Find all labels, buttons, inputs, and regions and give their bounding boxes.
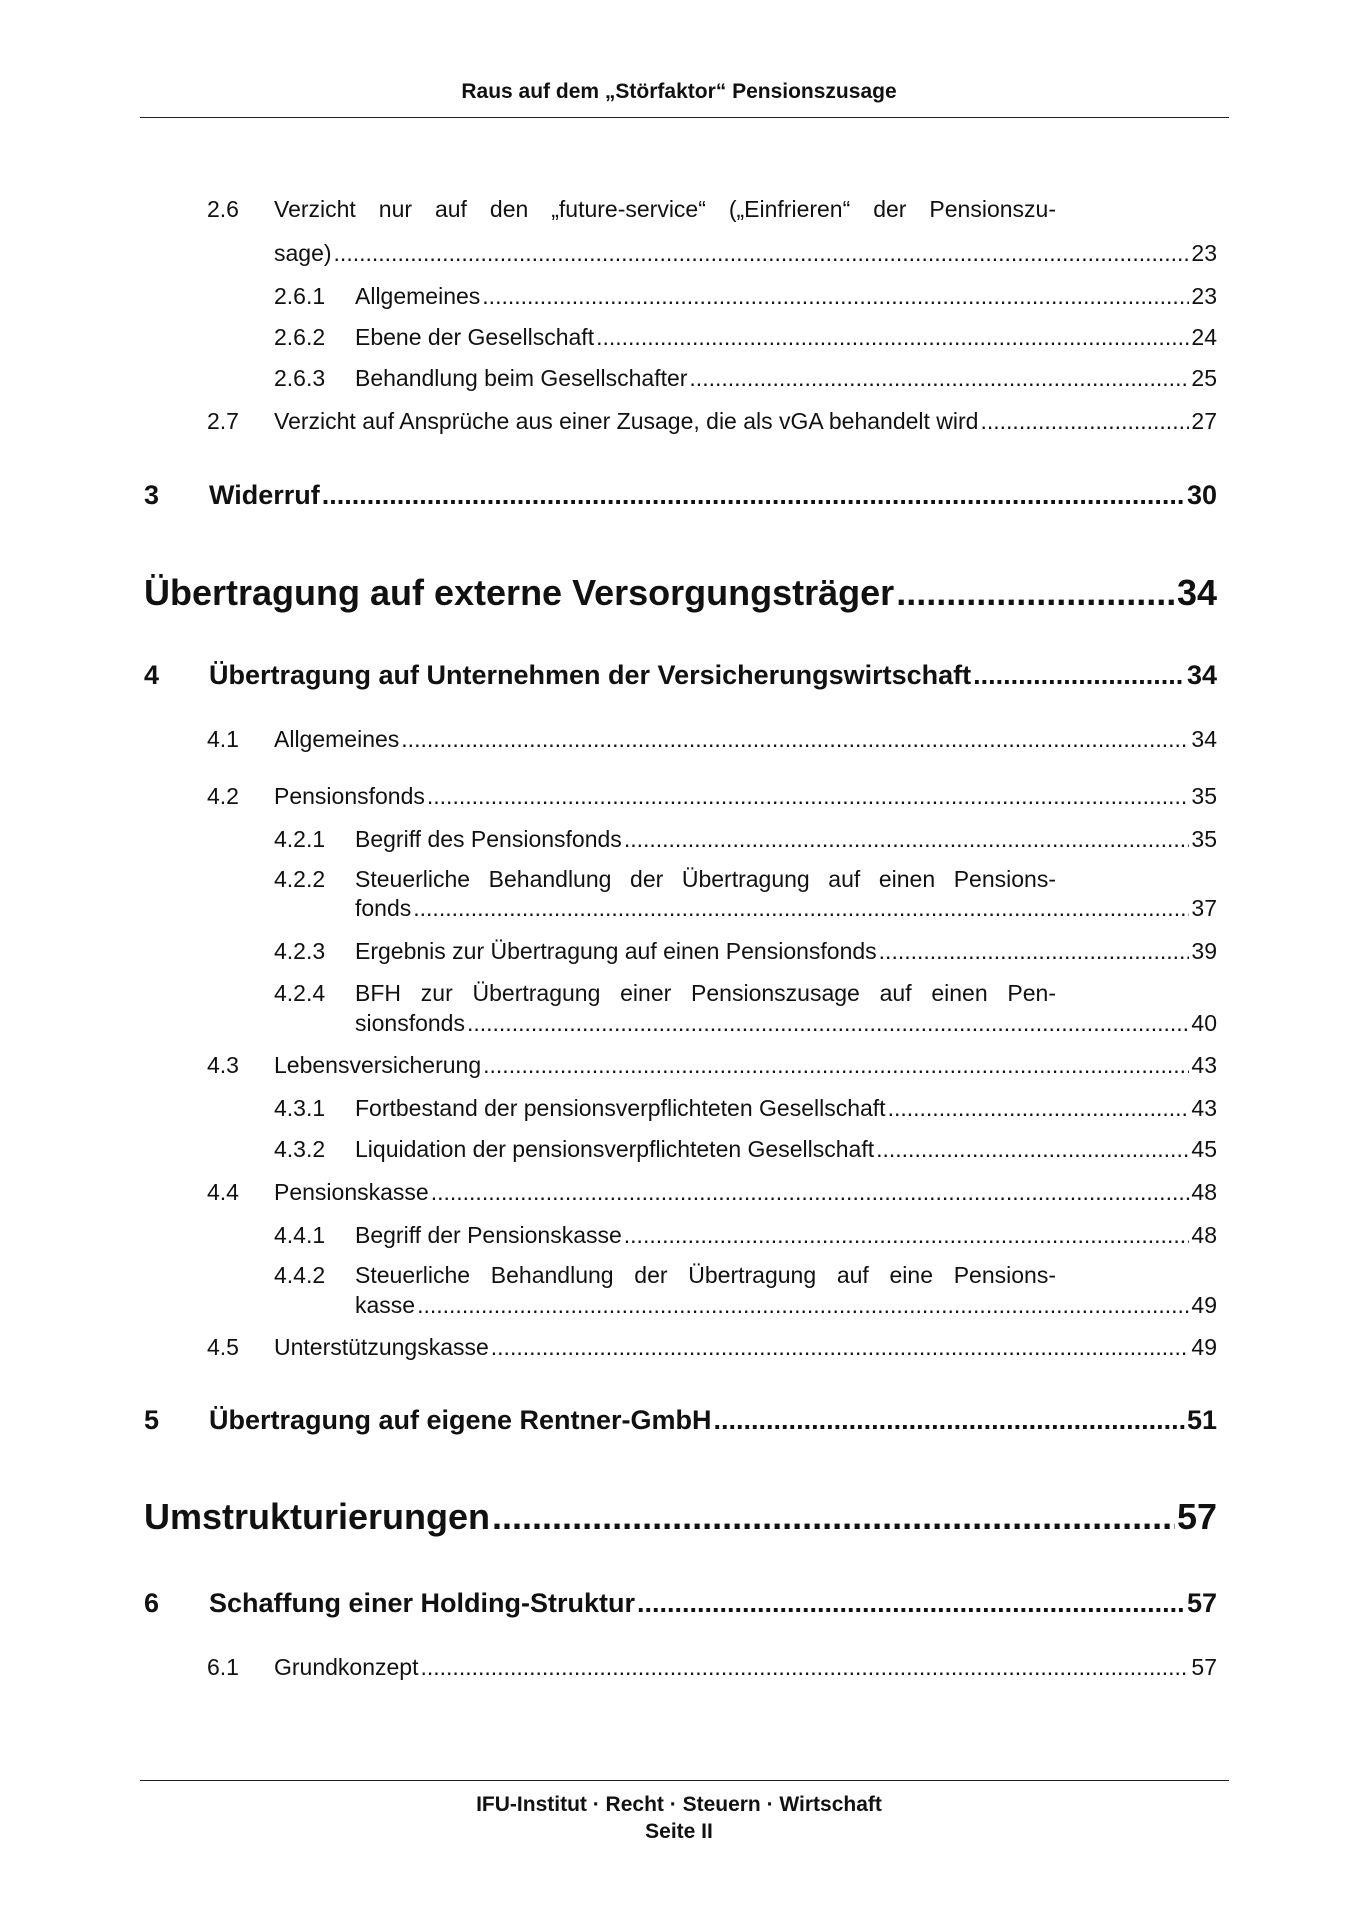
toc-entry-title: Widerruf <box>209 480 320 510</box>
toc-number: 4.2.1 <box>274 826 326 852</box>
footer-publisher: IFU-Institut · Recht · Steuern · Wirtschaft <box>476 1793 882 1816</box>
toc-page-number: 23 <box>1191 283 1217 309</box>
toc-chapter-entry[interactable] <box>144 660 1217 691</box>
toc-leader <box>973 660 1185 691</box>
toc-entry-title-line1: BFH zur Übertragung einer Pensionszusage auf einen Pen- <box>355 980 1056 1006</box>
toc-number: 4.2.2 <box>274 866 326 892</box>
toc-number: 4.3.1 <box>274 1095 326 1121</box>
toc-page-number: 43 <box>1191 1052 1217 1078</box>
toc-number: 2.6.1 <box>274 283 326 309</box>
toc-entry[interactable] <box>274 938 1217 965</box>
toc-leader <box>689 365 1189 392</box>
toc-entry[interactable] <box>355 1010 1217 1037</box>
toc-number: 6 <box>144 1588 160 1618</box>
toc-page-number: 23 <box>1191 240 1217 266</box>
toc-entry-title: sage) <box>274 240 332 266</box>
toc-entry-title: Behandlung beim Gesellschafter <box>355 365 688 391</box>
toc-page-number: 48 <box>1191 1179 1217 1205</box>
toc-number: 4.4.2 <box>274 1262 326 1288</box>
toc-number: 2.6 <box>207 196 239 222</box>
toc-entry-title: Pensionsfonds <box>274 783 425 809</box>
toc-entry[interactable] <box>274 365 1217 392</box>
toc-entry-title: Übertragung auf externe Versorgungsträger <box>144 572 895 613</box>
toc-entry[interactable] <box>207 1179 1217 1206</box>
toc-entry-title: kasse <box>355 1292 416 1318</box>
toc-entry[interactable] <box>274 826 1217 853</box>
toc-number: 4.2.3 <box>274 938 326 964</box>
toc-number: 2.7 <box>207 408 239 434</box>
footer-page-number: Seite II <box>645 1820 713 1843</box>
toc-entry-title: Liquidation der pensionsverpflichteten Gesellschaft <box>355 1136 875 1162</box>
toc-page-number: 30 <box>1186 480 1217 510</box>
toc-page-number: 24 <box>1191 324 1217 350</box>
toc-page-number: 34 <box>1191 726 1217 752</box>
toc-number: 3 <box>144 480 160 510</box>
toc-entry-title-line1: Steuerliche Behandlung der Übertragung auf eine Pensions- <box>355 1262 1056 1288</box>
toc-entry-title-line1: Verzicht nur auf den „future-service“ („Einfrieren“ der Pensionszu- <box>274 196 1056 222</box>
running-header-title: Raus auf dem „Störfaktor“ Pensionszusage <box>461 80 897 103</box>
toc-page-number: 57 <box>1191 1654 1217 1680</box>
toc-entry-title: Begriff des Pensionsfonds <box>355 826 622 852</box>
toc-leader <box>420 1654 1189 1681</box>
toc-entry[interactable] <box>274 1222 1217 1249</box>
toc-entry[interactable] <box>274 1095 1217 1122</box>
footer-rule <box>140 1780 1229 1781</box>
toc-entry-title: Übertragung auf Unternehmen der Versicherungswirtschaft <box>209 660 972 690</box>
toc-entry-title: fonds <box>355 895 412 921</box>
toc-number: 4.4.1 <box>274 1222 326 1248</box>
toc-leader <box>482 283 1189 310</box>
toc-entry-title-line1: Steuerliche Behandlung der Übertragung auf einen Pensions- <box>355 866 1056 892</box>
toc-leader <box>492 1496 1175 1538</box>
toc-page-number: 34 <box>1186 660 1217 690</box>
toc-entry[interactable] <box>207 1052 1217 1079</box>
toc-leader <box>876 1136 1189 1163</box>
toc-entry-title: Grundkonzept <box>274 1654 419 1680</box>
toc-page-number: 37 <box>1191 895 1217 921</box>
toc-entry-title: Schaffung einer Holding-Struktur <box>209 1588 636 1618</box>
toc-leader <box>980 408 1189 435</box>
toc-entry[interactable] <box>207 783 1217 810</box>
toc-page-number: 49 <box>1191 1292 1217 1318</box>
toc-number: 4 <box>144 660 160 690</box>
toc-entry[interactable] <box>355 1292 1217 1319</box>
toc-leader <box>714 1405 1185 1436</box>
toc-entry-title: Allgemeines <box>355 283 481 309</box>
toc-entry-title: Pensionskasse <box>274 1179 429 1205</box>
toc-number: 4.2.4 <box>274 980 326 1006</box>
toc-leader <box>401 726 1189 753</box>
toc-chapter-entry[interactable] <box>144 1588 1217 1619</box>
toc-entry[interactable] <box>207 408 1217 435</box>
toc-entry[interactable] <box>274 324 1217 351</box>
toc-leader <box>624 826 1190 853</box>
toc-entry[interactable] <box>355 895 1217 922</box>
toc-entry[interactable] <box>207 1334 1217 1361</box>
toc-leader <box>427 783 1190 810</box>
toc-leader <box>491 1334 1190 1361</box>
toc-number: 4.1 <box>207 726 239 752</box>
toc-leader <box>896 572 1175 614</box>
toc-page-number: 39 <box>1191 938 1217 964</box>
toc-number: 4.4 <box>207 1179 239 1205</box>
toc-entry-title: Ergebnis zur Übertragung auf einen Pensionsfonds <box>355 938 877 964</box>
toc-entry[interactable] <box>274 240 1217 267</box>
toc-page-number: 35 <box>1191 826 1217 852</box>
toc-number: 5 <box>144 1405 160 1435</box>
toc-page-number: 25 <box>1191 365 1217 391</box>
toc-entry[interactable] <box>207 726 1217 753</box>
toc-page-number: 40 <box>1191 1010 1217 1036</box>
toc-leader <box>334 240 1190 267</box>
toc-leader <box>467 1010 1189 1037</box>
toc-page-number: 27 <box>1191 408 1217 434</box>
toc-number: 4.2 <box>207 783 239 809</box>
toc-leader <box>888 1095 1190 1122</box>
toc-number: 4.5 <box>207 1334 239 1360</box>
toc-leader <box>431 1179 1190 1206</box>
toc-number: 2.6.2 <box>274 324 326 350</box>
toc-page-number: 51 <box>1186 1405 1217 1435</box>
toc-part-entry[interactable] <box>144 572 1217 614</box>
toc-entry[interactable] <box>274 283 1217 310</box>
toc-entry-title: sionsfonds <box>355 1010 465 1036</box>
toc-leader <box>483 1052 1189 1079</box>
toc-leader <box>322 480 1185 511</box>
toc-leader <box>596 324 1189 351</box>
toc-leader <box>413 895 1189 922</box>
toc-page-number: 43 <box>1191 1095 1217 1121</box>
toc-page-number: 45 <box>1191 1136 1217 1162</box>
toc-leader <box>637 1588 1185 1619</box>
toc-entry[interactable] <box>207 1654 1217 1681</box>
toc-number: 4.3.2 <box>274 1136 326 1162</box>
toc-part-entry[interactable] <box>144 1496 1217 1538</box>
toc-entry-title: Fortbestand der pensionsverpflichteten Gesellschaft <box>355 1095 886 1121</box>
toc-leader <box>879 938 1190 965</box>
toc-entry-title: Unterstützungskasse <box>274 1334 489 1360</box>
toc-number: 6.1 <box>207 1654 239 1680</box>
toc-page-number: 57 <box>1176 1496 1217 1537</box>
toc-entry-title: Übertragung auf eigene Rentner-GmbH <box>209 1405 712 1435</box>
toc-entry-title: Begriff der Pensionskasse <box>355 1222 622 1248</box>
toc-page-number: 35 <box>1191 783 1217 809</box>
toc-leader <box>417 1292 1189 1319</box>
toc-entry-title: Lebensversicherung <box>274 1052 482 1078</box>
toc-page-number: 34 <box>1176 572 1217 613</box>
toc-number: 2.6.3 <box>274 365 326 391</box>
toc-page-number: 57 <box>1186 1588 1217 1618</box>
toc-entry[interactable] <box>274 1136 1217 1163</box>
toc-page-number: 48 <box>1191 1222 1217 1248</box>
toc-leader <box>624 1222 1190 1249</box>
toc-page-number: 49 <box>1191 1334 1217 1360</box>
toc-entry-title: Verzicht auf Ansprüche aus einer Zusage, die als vGA behandelt wird <box>274 408 979 434</box>
toc-chapter-entry[interactable] <box>144 1405 1217 1436</box>
toc-entry-title: Allgemeines <box>274 726 400 752</box>
toc-entry-title: Ebene der Gesellschaft <box>355 324 595 350</box>
header-rule <box>140 117 1229 118</box>
toc-number: 4.3 <box>207 1052 239 1078</box>
toc-entry-title: Umstrukturierungen <box>144 1496 491 1537</box>
toc-chapter-entry[interactable] <box>144 480 1217 511</box>
